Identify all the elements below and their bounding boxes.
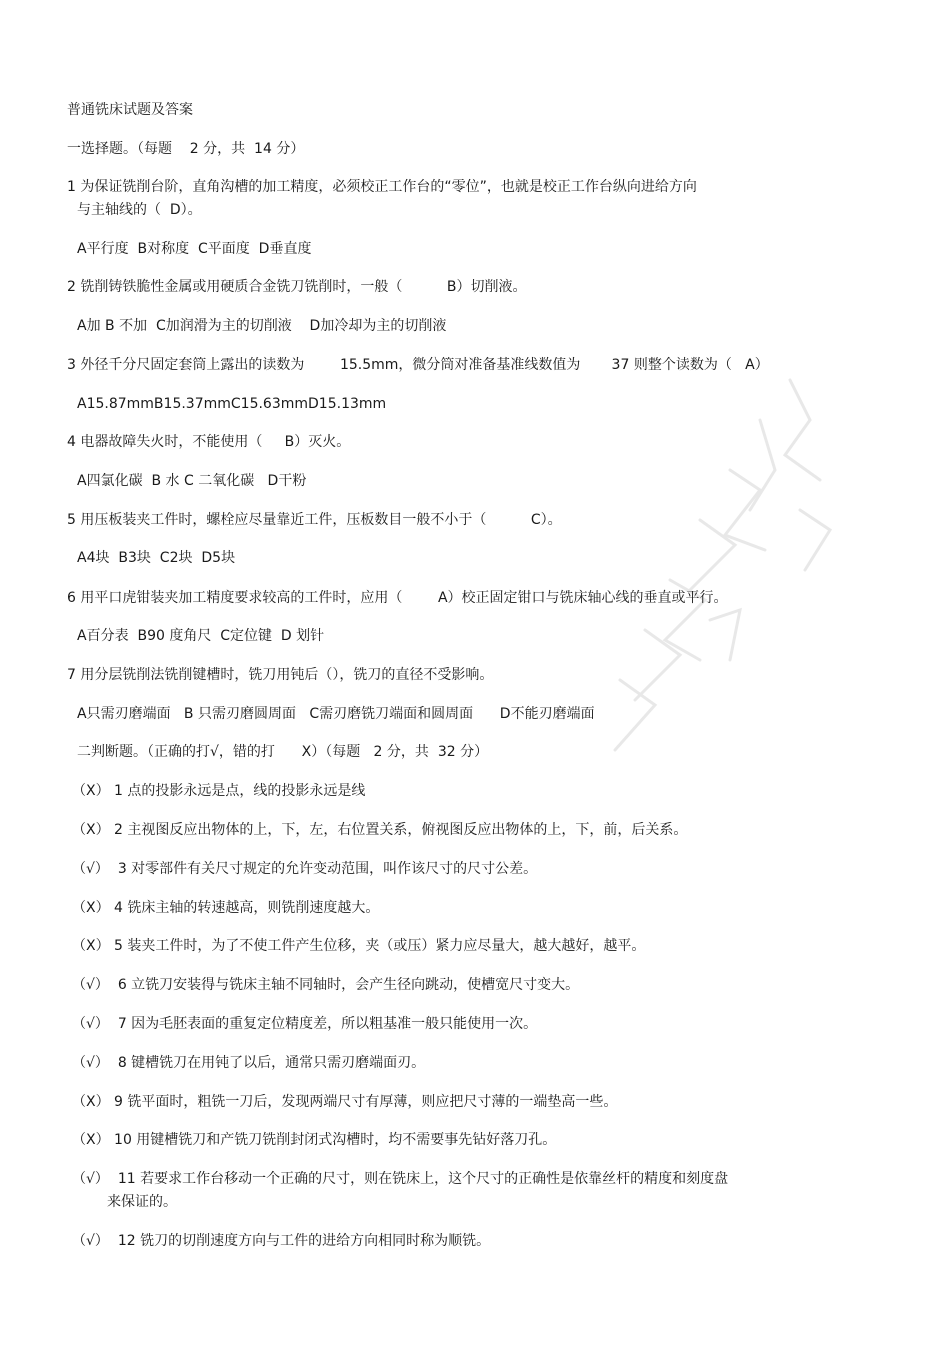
question-5-options: A4块 B3块 C2块 D5块 xyxy=(77,550,236,566)
judgement-7: （√） 7 因为毛胚表面的重复定位精度差，所以粗基准一般只能使用一次。 xyxy=(72,1016,538,1032)
question-7: 7 用分层铣削法铣削键槽时，铣刀用钝后（），铣刀的直径不受影响。 xyxy=(67,667,494,683)
judgement-5: （X） 5 装夹工件时，为了不使工件产生位移，夹（或压）紧力应尽量大，越大越好，越平。 xyxy=(72,938,646,954)
question-7-options: A只需刃磨端面 B 只需刃磨圆周面 C需刃磨铣刀端面和圆周面 D不能刃磨端面 xyxy=(77,706,595,722)
judgement-12: （√） 12 铣刀的切削速度方向与工件的进给方向相同时称为顺铣。 xyxy=(72,1233,491,1249)
judgement-2: （X） 2 主视图反应出物体的上，下，左，右位置关系，俯视图反应出物体的上，下，前，后关系。 xyxy=(72,822,688,838)
watermark-stamp xyxy=(560,360,860,780)
judgement-9: （X） 9 铣平面时，粗铣一刀后，发现两端尺寸有厚薄，则应把尺寸薄的一端垫高一些。 xyxy=(72,1094,618,1110)
question-5: 5 用压板装夹工件时，螺栓应尽量靠近工件，压板数目一般不小于（ C）。 xyxy=(67,512,562,528)
section-choice-heading: 一选择题。（每题 2 分，共 14 分） xyxy=(67,141,305,157)
section-judgement-heading: 二判断题。（正确的打√，错的打 X）（每题 2 分，共 32 分） xyxy=(77,744,489,760)
question-3: 3 外径千分尺固定套筒上露出的读数为 15.5mm，微分筒对准备基准线数值为 37 则整个读数为（ A） xyxy=(67,357,769,373)
judgement-1: （X） 1 点的投影永远是点，线的投影永远是线 xyxy=(72,783,366,799)
judgement-11-line-1: （√） 11 若要求工作台移动一个正确的尺寸，则在铣床上，这个尺寸的正确性是依靠丝杆的精度和刻度盘 xyxy=(72,1171,729,1187)
judgement-6: （√） 6 立铣刀安装得与铣床主轴不同轴时，会产生径向跳动，使槽宽尺寸变大。 xyxy=(72,977,580,993)
judgement-3: （√） 3 对零部件有关尺寸规定的允许变动范围，叫作该尺寸的尺寸公差。 xyxy=(72,861,538,877)
document-title: 普通铣床试题及答案 xyxy=(67,102,193,118)
question-4: 4 电器故障失火时，不能使用（ B）灭火。 xyxy=(67,434,351,450)
question-1-line-2: 与主轴线的（ D）。 xyxy=(77,202,202,218)
judgement-10: （X） 10 用键槽铣刀和产铣刀铣削封闭式沟槽时，均不需要事先钻好落刀孔。 xyxy=(72,1132,557,1148)
question-6-options: A百分表 B90 度角尺 C定位键 D 划针 xyxy=(77,628,325,644)
question-2: 2 铣削铸铁脆性金属或用硬质合金铣刀铣削时，一般（ B）切削液。 xyxy=(67,279,527,295)
judgement-8: （√） 8 键槽铣刀在用钝了以后，通常只需刃磨端面刃。 xyxy=(72,1055,426,1071)
question-4-options: A四氯化碳 B 水 C 二氧化碳 D干粉 xyxy=(77,473,307,489)
question-1-line-1: 1 为保证铣削台阶，直角沟槽的加工精度，必须校正工作台的“零位”，也就是校正工作台纵向进给方向 xyxy=(67,179,697,195)
question-2-options: A加 B 不加 C加润滑为主的切削液 D加冷却为主的切削液 xyxy=(77,318,447,334)
question-6: 6 用平口虎钳装夹加工精度要求较高的工件时，应用（ A）校正固定钳口与铣床轴心线的垂直或平行。 xyxy=(67,590,728,606)
question-3-options: A15.87mmB15.37mmC15.63mmD15.13mm xyxy=(77,396,387,412)
judgement-11-line-2: 来保证的。 xyxy=(107,1194,177,1210)
question-1-options: A平行度 B对称度 C平面度 D垂直度 xyxy=(77,241,312,257)
judgement-4: （X） 4 铣床主轴的转速越高，则铣削速度越大。 xyxy=(72,900,380,916)
